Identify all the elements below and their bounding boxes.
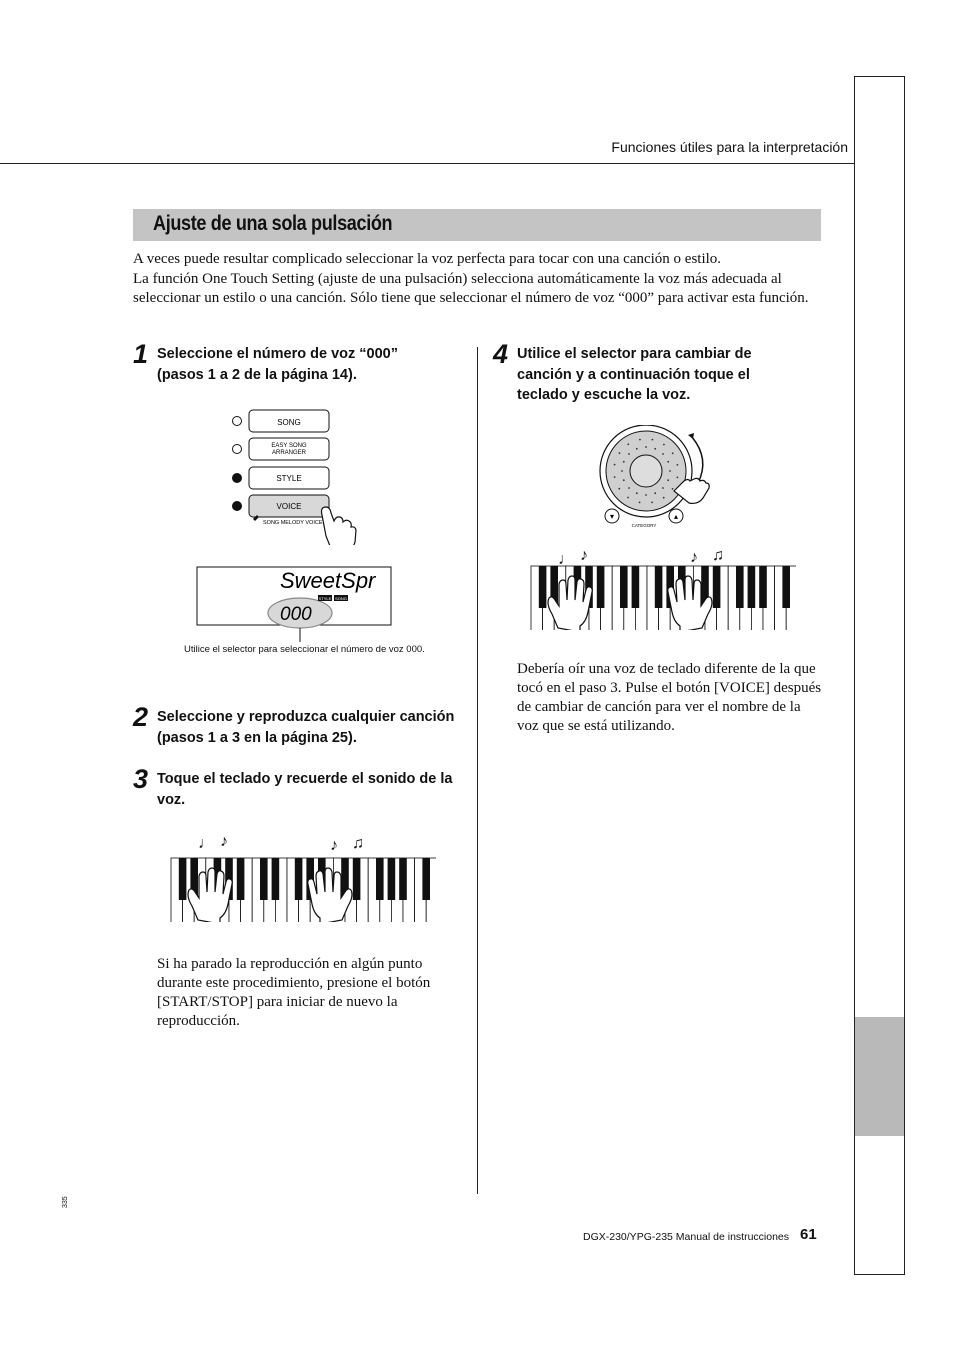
- step-number-2: 2: [133, 702, 149, 732]
- song-melody-voice-label: SONG MELODY VOICE: [263, 520, 323, 526]
- display-caption: Utilice el selector para seleccionar el número de voz 000.: [184, 644, 425, 655]
- svg-text:♩: ♩: [558, 551, 574, 568]
- grip-dot: [639, 502, 641, 504]
- grip-dot: [645, 494, 647, 496]
- category-label: CATEGORY: [631, 523, 657, 528]
- black-key: [655, 566, 663, 608]
- black-key: [713, 566, 721, 608]
- svg-text:♫: ♫: [712, 547, 724, 564]
- intro-paragraph: A veces puede resultar complicado seleccionar la voz perfecta para tocar con una canción o estilo.: [133, 251, 722, 267]
- dial-illustration: [590, 425, 720, 530]
- grip-dot: [645, 446, 647, 448]
- page-number: 61: [800, 1226, 817, 1243]
- black-key: [272, 858, 280, 900]
- grip-dot: [621, 470, 623, 472]
- grip-dot: [654, 492, 656, 494]
- music-notes-icon: [558, 547, 724, 568]
- grip-dot: [623, 461, 625, 463]
- voice-button-label: VOICE: [276, 502, 302, 511]
- grip-dot: [654, 448, 656, 450]
- song-button-label: SONG: [277, 418, 301, 427]
- black-key: [597, 566, 605, 608]
- section-title: Ajuste de una sola pulsación: [153, 212, 393, 235]
- grip-dot: [663, 444, 665, 446]
- svg-text:♪: ♪: [690, 549, 698, 566]
- pointing-hand-icon: [322, 507, 357, 545]
- black-key: [539, 566, 547, 608]
- black-key: [295, 858, 303, 900]
- grip-dot: [628, 453, 630, 455]
- black-key: [422, 858, 430, 900]
- voice-number-readout: 000: [280, 604, 312, 625]
- voice-name-readout: SweetSpr: [280, 568, 376, 593]
- intro-paragraph: La función One Touch Setting (ajuste de una pulsación) selecciona automáticamente la voz más adecuada al seleccionar un estilo o una canción. Sólo tiene que seleccionar el número de voz “000” para activar esta función.: [133, 270, 809, 306]
- step-number-4: 4: [493, 339, 509, 369]
- side-tab-marker: [855, 1017, 904, 1136]
- grip-dot: [672, 488, 674, 490]
- down-arrow-icon: ▾: [609, 512, 615, 521]
- grip-dot: [663, 497, 665, 499]
- black-key: [353, 858, 361, 900]
- column-divider: [477, 347, 478, 1194]
- grip-dot: [614, 476, 616, 478]
- grip-dot: [677, 477, 679, 479]
- step-text-3: Toque el teclado y recuerde el sonido de la voz.: [157, 771, 453, 808]
- voice-lamp: [233, 502, 242, 511]
- running-header: Funciones útiles para la interpretación: [611, 139, 848, 155]
- page-code: 335: [62, 1196, 69, 1208]
- grip-dot: [662, 453, 664, 455]
- up-arrow-icon: ▴: [673, 512, 679, 521]
- grip-dot: [636, 492, 638, 494]
- grip-dot: [627, 497, 629, 499]
- intro-text: [133, 250, 823, 309]
- style-lamp: [233, 474, 242, 483]
- black-key: [759, 566, 767, 608]
- music-notes-icon: [198, 833, 364, 854]
- rotate-arrow: [692, 437, 703, 483]
- grip-dot: [639, 439, 641, 441]
- header-rule: [0, 163, 855, 164]
- black-key: [399, 858, 407, 900]
- black-key: [632, 566, 640, 608]
- grip-dot: [651, 502, 653, 504]
- keyboard-hands-illustration: [170, 832, 436, 922]
- black-key: [260, 858, 268, 900]
- svg-text:♫: ♫: [352, 835, 364, 852]
- grip-dot: [627, 443, 629, 445]
- step-text-1: Seleccione el número de voz “000” (pasos 1 a 2 de la página 14).: [157, 346, 398, 383]
- song-tag-label: SONG: [335, 596, 347, 601]
- grip-dot: [628, 487, 630, 489]
- black-key: [748, 566, 756, 608]
- black-key: [620, 566, 628, 608]
- keyboard-hands-illustration: [530, 540, 796, 630]
- easy-song-label-line1: EASY SONG: [271, 443, 307, 449]
- grip-dot: [623, 479, 625, 481]
- step3-note: Si ha parado la reproducción en algún punto durante este procedimiento, presione el botón [START/STOP] para iniciar de nuevo la reproducción.: [157, 956, 431, 1029]
- svg-text:♩: ♩: [198, 835, 214, 852]
- grip-dot: [636, 448, 638, 450]
- grip-dot: [677, 464, 679, 466]
- footer-manual-title: DGX-230/YPG-235 Manual de instrucciones: [583, 1231, 790, 1243]
- easy-song-arranger-button[interactable]: [249, 438, 329, 460]
- black-key: [782, 566, 790, 608]
- style-tag-label: STYLE: [318, 596, 332, 601]
- song-lamp: [233, 417, 242, 426]
- step-number-3: 3: [133, 764, 149, 794]
- black-key: [736, 566, 744, 608]
- grip-dot: [614, 464, 616, 466]
- black-key: [376, 858, 384, 900]
- grip-dot: [667, 479, 669, 481]
- grip-dot: [667, 461, 669, 463]
- grip-dot: [618, 488, 620, 490]
- dial-hub: [630, 455, 662, 487]
- black-key: [388, 858, 396, 900]
- step4-note: Debería oír una voz de teclado diferente de la que tocó en el paso 3. Pulse el botón [VOICE] después de cambiar de canción para ver el nombre de la voz que se está utilizando.: [517, 661, 822, 734]
- lcd-display: [196, 566, 392, 646]
- step-number-1: 1: [133, 339, 149, 369]
- easy-song-label-line2: ARRANGER: [271, 450, 307, 456]
- svg-text:♪: ♪: [330, 837, 338, 854]
- black-key: [179, 858, 187, 900]
- easy-song-lamp: [233, 445, 242, 454]
- style-button-label: STYLE: [276, 474, 302, 483]
- grip-dot: [672, 452, 674, 454]
- svg-text:♪: ♪: [580, 547, 588, 564]
- grip-dot: [652, 439, 654, 441]
- grip-dot: [619, 452, 621, 454]
- grip-dot: [662, 487, 664, 489]
- svg-text:♪: ♪: [220, 833, 228, 850]
- panel-buttons-illustration: [225, 405, 360, 545]
- step-text-4: Utilice el selector para cambiar de canción y a continuación toque el teclado y escuche la voz.: [517, 346, 752, 403]
- step-text-2: Seleccione y reproduzca cualquier canción (pasos 1 a 3 en la página 25).: [157, 709, 455, 746]
- black-key: [237, 858, 245, 900]
- grip-dot: [669, 470, 671, 472]
